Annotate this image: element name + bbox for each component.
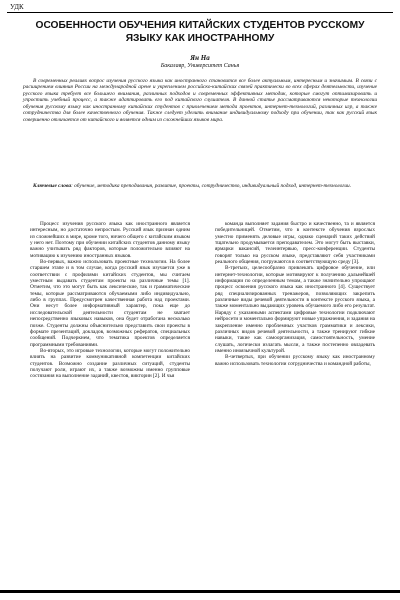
keywords-text: : обучение, методика преподавания, развитие, проекты, сотрудничество, индивидуальный подход, интернет-технологии. (71, 183, 352, 189)
paragraph: Во-первых, важно использовать проектные технологии. На более старшем этапе и в том случае, когда русский язык изучается уже в соответствии с профилями китайских студентов, мы считаем уместным выдавать студентам проекты на различные темы [1]. Отметим, что это могут быть как лексические, так и грамматические темы, которые рассматриваются обучаемыми либо индивидуально, либо в группах. Предусмотрен качественная работа над проектами. Они несут более информативный характер, пока еще до исследовательской деятельности студентам не хватает непосредственно языковых навыков, она будет отработана несколько позже. Студенты должны объяснительно представить свои проекты в формате презентаций, докладов, возможных рефератов, специальных сообщений. Подчеркнем, что тематика проектов определяется программными требованиями. (30, 259, 190, 348)
author-name: Ян На (190, 54, 210, 62)
paragraph: Во-вторых, это игровые технологии, которые могут положительно влиять на развитие коммуникативной компетенции китайских студентов. Возможно создание различных ситуаций, студенты получают роли, играют их, а также возможны именно групповые состязания на выполнение заданий, квестов, викторин [2]. И чья (30, 347, 190, 380)
udk-label: УДК (10, 3, 24, 11)
paragraph: команда выполняет задания быстро и качественно, та и является победительницей. Отметим, что в контексте обучения взрослых уместно применять деловые игры, однако сценарий таких действий тщательно продумывается преподавателем. Это могут быть выставки, ярмарки вакансий, телеинтервью, пресс-конференции. Студенты говорят только на русском языке, представляют себя участниками реального общения, погружаются в соответствующую среду [3]. (215, 221, 375, 266)
paragraph: В-третьих, целесообразно привлекать цифровое обучение, или интернет-технологии, которые мотивируют к получению дальнейшей информации по определенным темам, а также значительно упрощают процесс освоения русского языка как иностранного [4]. Существует ряд специализированных тренажеров, позволяющих закрепить различные виды речевой деятельности в контексте русского языка, а также моментально выдающих уровень обучаемого либо его результат. Наряду с указанными аспектами цифровые технологии подключают нейросети и моментально формируют новые упражнения, и задания на закрепление именно проблемных участков грамматики и лексики, различных видов речевой деятельности, а также тренируют гибкие навыки, такие как самоорганизация, самостоятельность, умение слушать, логически излагать мысли, а также постепенно овладевать именно иноязычной культурой. (215, 265, 375, 354)
article-title: ОСОБЕННОСТИ ОБУЧЕНИЯ КИТАЙСКИХ СТУДЕНТОВ РУССКОМУ ЯЗЫКУ КАК ИНОСТРАННОМУ (35, 20, 365, 44)
keywords (23, 183, 377, 189)
keywords-label: Ключевые слова (33, 183, 71, 189)
header-rule (7, 12, 393, 13)
paragraph: Процесс изучения русского языка как иностранного является интересным, но достаточно непростым. Русский язык признан одним из сложнейших в мире, кроме того, ничего общего с китайским языком у него нет. Поэтому при обучении китайских студентов данному языку важно учитывать ряд факторов, которые положительно влияют на мотивацию к изучению иностранных языков. (30, 221, 190, 259)
body-column-right (215, 221, 375, 367)
abstract: В современных реалиях вопрос изучения русского языка как иностранного становится все более актуальным, интересным и значимым. В связи с расширением влияния России на международной арене и укреплением российско-китайских связей практически во всех сферах деятельности, изучение русского языка требует все большего внимания, различных подходов и современных эффективных методик, которые смогут оптимизировать и упростить учебный процесс, а также адаптировать его под китайского слушателя. В данной статье рассматриваются некоторые технологии обучения русскому языку как иностранному китайских студентов с привлечением метода проектов, интернет-технологий, различных игр, а также сотрудничества для более качественного обучения. Также следует уделить внимание индивидуальному подходу при обучении, так как русский язык совершенно отличается от китайского и является одним из сложнейших языков мира. (23, 78, 377, 123)
paragraph: В-четвертых, при обучении русскому языку как иностранному важно использовать технологии сотрудничества и командной работы, (215, 354, 375, 367)
footer-rule (0, 590, 400, 593)
author-affiliation: Бакалавр, Университет Санья (160, 63, 240, 69)
body-column-left (30, 221, 190, 380)
